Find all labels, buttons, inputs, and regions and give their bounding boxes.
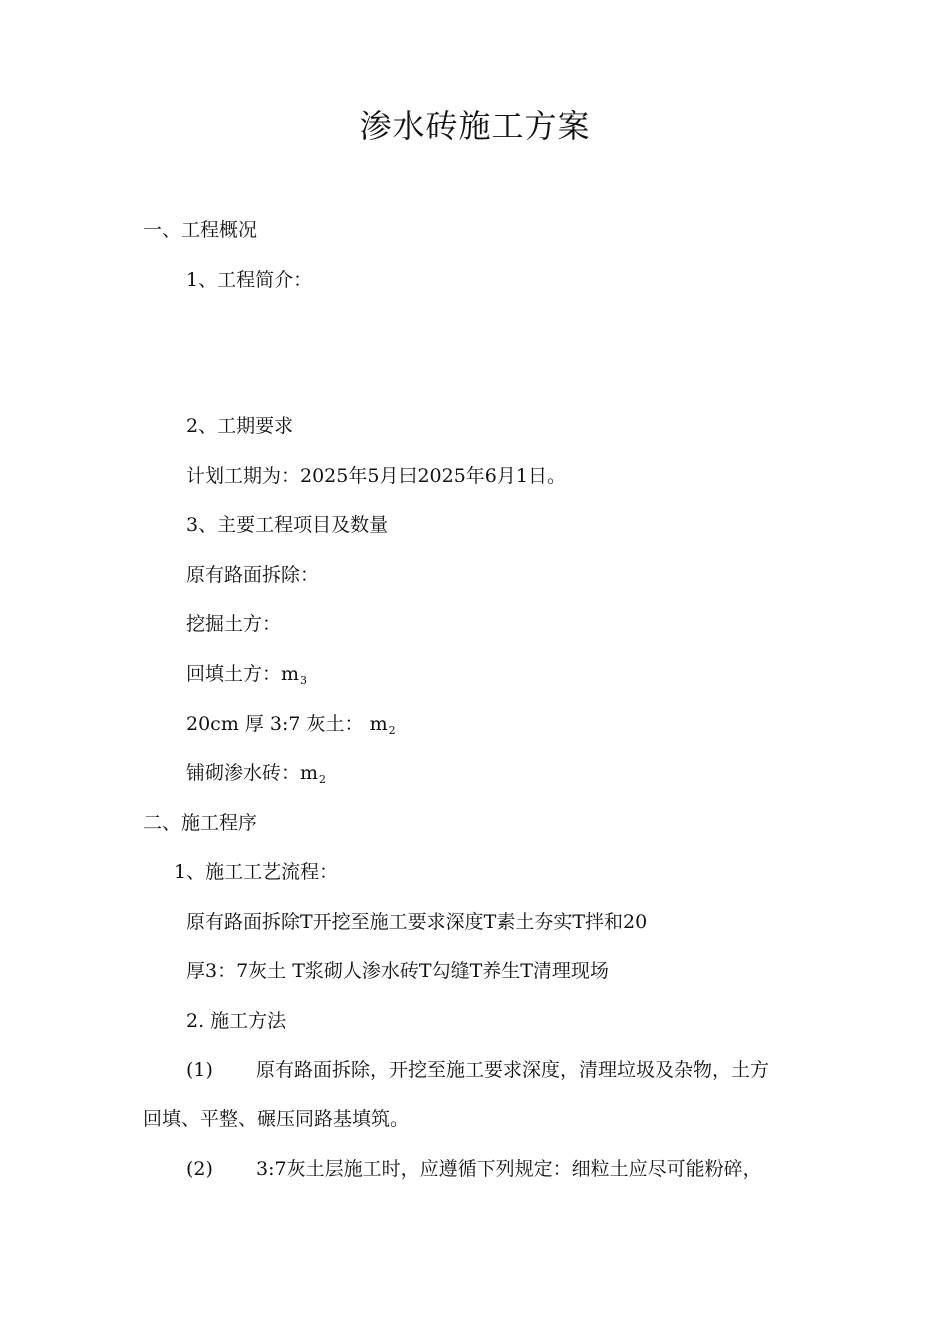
document-title: 渗水砖施工方案 bbox=[359, 107, 591, 145]
schedule-text: 计划工期为：2025年5月曰2025年6月1日。 bbox=[186, 465, 566, 487]
method-1-line-2: 回填、平整、碾压同路基填筑。 bbox=[143, 1108, 410, 1130]
item-paving bbox=[186, 761, 326, 788]
items-label: 3、主要工程项目及数量 bbox=[186, 514, 389, 536]
method-1-number: (1) bbox=[186, 1059, 213, 1081]
section-2-heading: 二、施工程序 bbox=[143, 812, 258, 834]
method-label: 2. 施工方法 bbox=[186, 1010, 287, 1032]
process-flow-line-2: 厚3：7灰土 T浆砌人渗水砖T勾缝T养生T清理现场 bbox=[186, 960, 609, 982]
section-1-heading: 一、工程概况 bbox=[143, 219, 258, 241]
item-demolish: 原有路面拆除： bbox=[186, 564, 320, 586]
item-lime-soil-text: 20cm 厚 3:7 灰土： m bbox=[186, 713, 388, 735]
project-intro-label: 1、工程简介： bbox=[186, 269, 313, 291]
item-backfill bbox=[186, 662, 307, 689]
method-1-line-1: 原有路面拆除，开挖至施工要求深度，清理垃圾及杂物，土方 bbox=[256, 1059, 770, 1081]
item-excavate: 挖掘土方： bbox=[186, 613, 282, 635]
item-paving-text: 铺砌渗水砖：m bbox=[186, 762, 319, 784]
process-flow-label: 1、施工工艺流程： bbox=[174, 861, 339, 883]
process-flow-line-1: 原有路面拆除T开挖至施工要求深度T素土夯实T拌和20 bbox=[186, 911, 648, 933]
item-lime-soil bbox=[186, 712, 396, 739]
method-2-number: (2) bbox=[186, 1158, 213, 1180]
item-lime-soil-unit-sub: 2 bbox=[388, 724, 396, 737]
item-backfill-text: 回填土方：m bbox=[186, 663, 300, 685]
method-2-line-1: 3:7灰土层施工时，应遵循下列规定：细粒土应尽可能粉碎， bbox=[256, 1158, 762, 1180]
schedule-label: 2、工期要求 bbox=[186, 415, 294, 437]
item-paving-unit-sub: 2 bbox=[319, 773, 327, 786]
item-backfill-unit-sub: 3 bbox=[300, 674, 308, 687]
